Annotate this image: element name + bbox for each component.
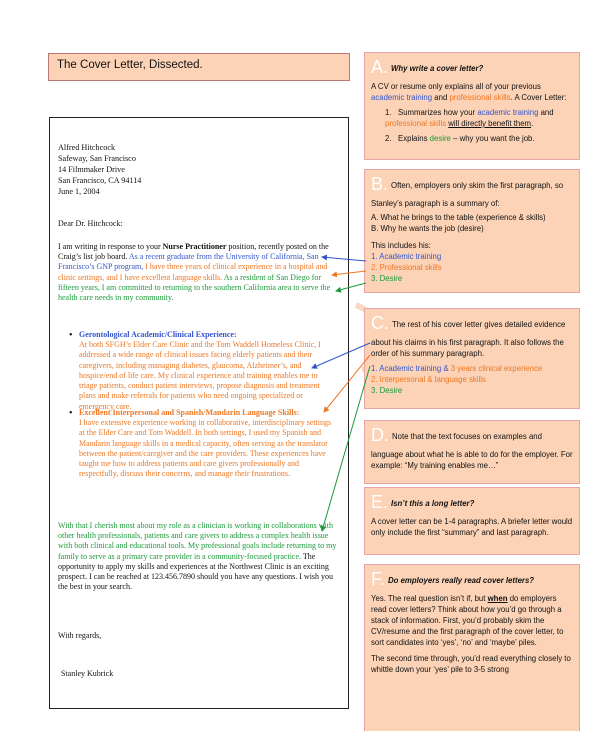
panel-letter: C. [371,313,389,333]
panel-letter: D. [371,425,389,445]
page-title: The Cover Letter, Dissected. [57,59,203,71]
closing: With regards, [58,631,102,640]
bullet-text: I have extensive experience working in collaborative, interdisciplinary settings at the Elder Care and Tom Waddell. In both settings, I used my Spanish and Mandarin language skills in a medical capacity, often serving as the translator between the patient/caregiver and the care providers. These experiences have taught me how to address patients and care givers professionally and respectfully, discuss their concerns, and manage their frustrations. [79,418,332,479]
panel-list-item: 1. Summarizes how your academic training and professional skills will directly benefit them. [385,107,554,128]
opening-paragraph: I am writing in response to your Nurse Practitioner position, recently posted on the Craig’s list job board. As a recent graduate from the University of California, San Francisco’s GNP program, I have three years of clinical experience in a hospital and clinic settings, and I have excellent language skills. As a resident of San Diego for fifteen years, I am committed to returning to the southern California area to serve the health care needs in my community. [58,242,331,303]
panel-letter: F. [371,569,386,589]
panel-list-item: 2. Interpersonal & language skills [371,374,486,384]
panel-letter: E. [371,492,389,512]
arrow-skills-evidence [324,355,370,412]
panel-list-item: 2. Explains desire – why you want the job. [385,133,535,143]
arrow-desire [336,283,366,291]
panel-question: Why write a cover letter? [391,64,484,73]
panel-text: A CV or resume only explains all of your previous academic training and professional skills. A Cover Letter: [371,81,567,102]
skills-claim: I have three years of clinical experience in a hospital and clinic settings, and I have excellent language skills. [58,262,328,282]
address-line: San Francisco, CA 94114 [58,176,142,186]
signature-name: Stanley Kubrick [61,669,114,678]
panel-text: Often, employers only skim the first paragraph, so Stanley’s paragraph is a summary of: [371,181,564,208]
address-line: Safeway, San Francisco [58,154,136,164]
salutation: Dear Dr. Hitchcock: [58,219,123,228]
arrow-desire-evidence [322,366,370,531]
panel-list-item: A. What he brings to the table (experience & skills) [371,212,546,222]
address-line: Alfred Hitchcock [58,143,116,152]
panel-list-item: 3. Desire [371,273,403,283]
panel-text: This includes his: [371,240,431,250]
panel-list-item: 1. Academic training & 3 years clinical experience [371,363,543,373]
panel-list-item: 2. Professional skills [371,262,442,272]
panel-text: Yes. The real question isn’t if, but when do employers read cover letters? Think about how you’d go through a stack of information. First, you’d probably skim the CV/resume and the first paragraph of the cover letter, to sort candidates into ‘yes’, ‘no’ and ‘maybe’ piles. [371,593,564,647]
arrow-academic-evidence [312,343,370,368]
panel-question: Do employers really read cover letters? [388,576,535,585]
academic-claim: As a recent graduate from the University of California, San Francisco’s GNP program, [58,252,319,272]
panel-question: Isn’t this a long letter? [391,499,475,508]
panel-list-item: 3. Desire [371,385,403,395]
arrow-academic [322,257,366,261]
closing-paragraph: With that I cherish most about my role as a clinician is working in collaborations with other health professionals, patients and care givers to address a complex health issue with both clinical and educational tools. My professional goals include returning to my family to serve as a primary care provider in a community-focused practice. The opportunity to apply my skills and experiences at the Northwest Clinic is an exciting prospect. I can be reached at 123.456.7890 should you have any questions. I wish you the best in your search. [58,521,337,592]
bullet-dot: • [69,330,73,341]
arrow-skills [332,271,366,275]
bullet-title: Gerontological Academic/Clinical Experience: [79,330,237,339]
panel-list-item: 1. Academic training [371,251,442,261]
letter-date: June 1, 2004 [58,187,100,197]
panel-text: Note that the text focuses on examples and language about what he is able to do for the employer. For example: “My training enables me…” [371,432,573,470]
bullet-text: At both SFGH’s Elder Care Clinic and the Tom Waddell Homeless Clinic, I addressed a wide range of clinical issues facing elderly patients and their caregivers, including managing diabetes, glaucoma, Alzheimer’s, and hospice/end of life care. My clinical experience and training enables me to triage patients, conduct patient interviews, propose diagnosis and treatment plans and make referrals for patients who need ongoing specialized or emergency care. [79,340,321,411]
address-line: 14 Filmmaker Drive [58,165,125,175]
desire-claim: As a resident of San Diego for fifteen years, I am committed to returning to the southern California area to serve the health care needs in my community. [58,272,331,303]
panel-letter: A. [371,57,389,77]
panel-text: A cover letter can be 1-4 paragraphs. A briefer letter would only include the first “summary” and last paragraph. [371,516,573,537]
panel-text: The second time through, you’d read everything closely to whittle down your ‘yes’ pile to 3-5 strong [371,653,571,674]
panel-text: The rest of his cover letter gives detailed evidence about his claims in his first paragraph. It also follows the order of his summary paragraph. [371,320,566,358]
panel-letter: B. [371,174,389,194]
bullet-dot: • [69,408,73,419]
bullet-title: Excellent Interpersonal and Spanish/Mandarin Language Skills: [79,408,300,417]
panel-list-item: B. Why he wants the job (desire) [371,223,484,233]
